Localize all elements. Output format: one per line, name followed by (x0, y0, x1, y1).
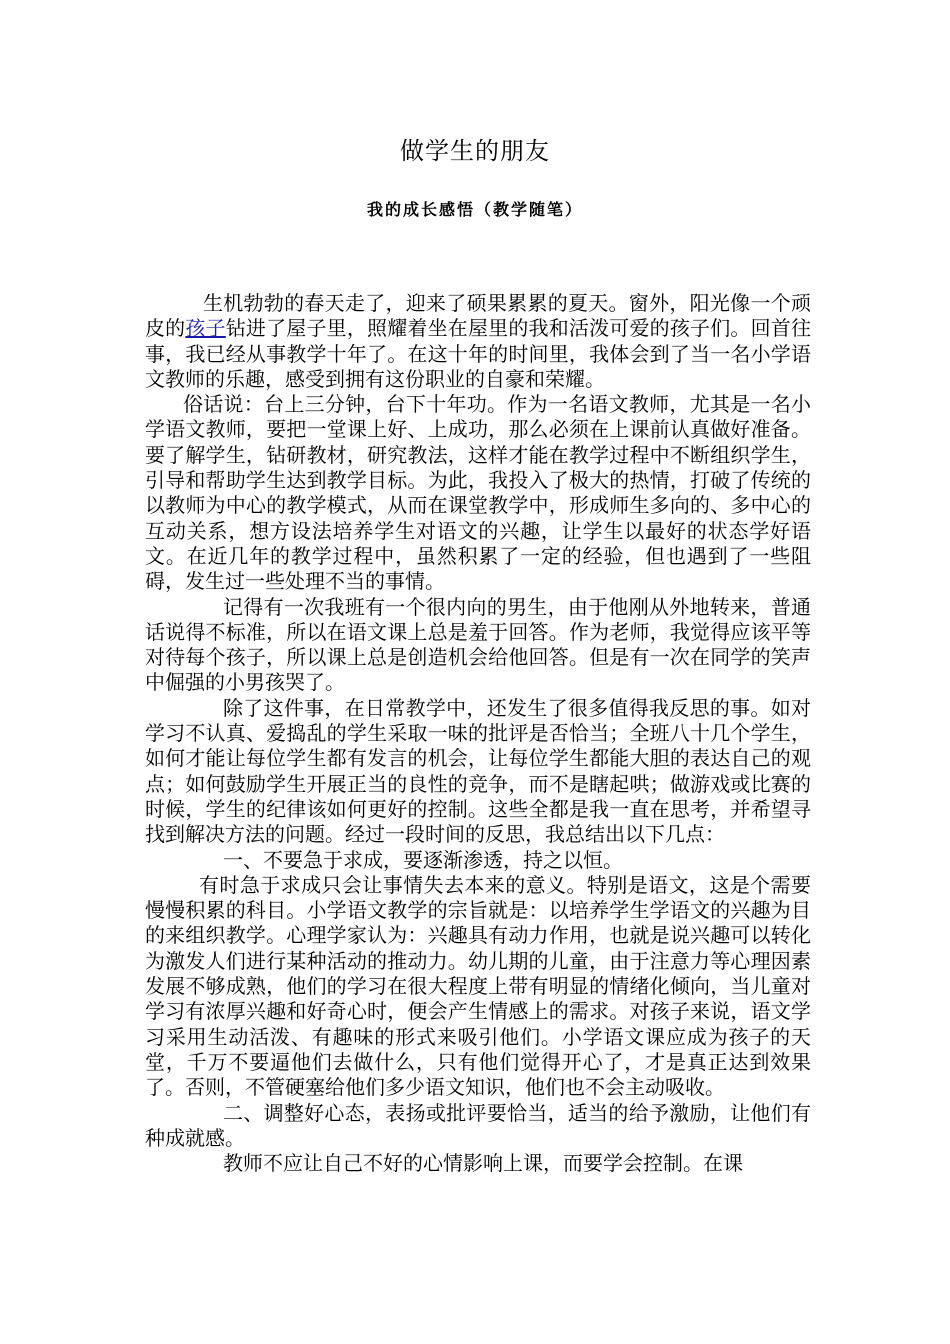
paragraph-8: 教师不应让自己不好的心情影响上课，而要学会控制。在课 (223, 1151, 743, 1176)
paragraph-1-text-start: 生机勃勃的春天走了，迎来了硕果累累的夏天。窗外，阳光像一个顽皮的 (145, 291, 811, 341)
paragraph-4: 除了这件事，在日常教学中，还发生了很多值得我反思的事。如对学习不认真、爱捣乱的学生采取一味的批评是否恰当；全班八十几个学生，如何才能让每位学生都有发言的机会，让每位学生都能大胆的表达自己的观点；如何鼓励学生开展正当的良性的竞争，而不是瞎起哄；做游戏或比赛的时候，学生的纪律该如何更好的控制。这些全都是我一直在思考，并希望寻找到解决方法的问题。经过一段时间的反思，我总结出以下几点： (145, 695, 811, 847)
child-link[interactable]: 孩子 (185, 316, 226, 341)
paragraph-1-text-end: 钻进了屋子里，照耀着坐在屋里的我和活泼可爱的孩子们。回首往事，我已经从事教学十年了。在这十年的时间里，我体会到了当一名小学语文教师的乐趣，感受到拥有这份职业的自豪和荣耀。 (145, 316, 811, 391)
paragraph-2: 俗话说：台上三分钟，台下十年功。作为一名语文教师，尤其是一名小学语文教师，要把一堂课上好、上成功，那么必须在上课前认真做好准备。要了解学生，钻研教材，研究教法，这样才能在教学过程中不断组织学生，引导和帮助学生达到教学目标。为此，我投入了极大的热情，打破了传统的以教师为中心的教学模式，从而在课堂教学中，形成师生多向的、多中心的互动关系，想方设法培养学生对语文的兴趣，让学生以最好的状态学好语文。在近几年的教学过程中，虽然积累了一定的经验，但也遇到了一些阻碍，发生过一些处理不当的事情。 (145, 392, 811, 594)
section-heading-1: 一、不要急于求成，要逐渐渗透，持之以恒。 (223, 847, 623, 872)
paragraph-3: 记得有一次我班有一个很内向的男生，由于他刚从外地转来，普通话说得不标准，所以在语文课上总是羞于回答。作为老师，我觉得应该平等对待每个孩子，所以课上总是创造机会给他回答。但是有一次在同学的笑声中倔强的小男孩哭了。 (145, 594, 811, 695)
paragraph-1 (145, 291, 811, 392)
section-heading-2: 二、调整好心态，表扬或批评要恰当，适当的给予激励，让他们有种成就感。 (145, 1100, 811, 1150)
article-body (145, 291, 811, 1176)
paragraph-6: 有时急于求成只会让事情失去本来的意义。特别是语文，这是个需要慢慢积累的科目。小学语文教学的宗旨就是：以培养学生学语文的兴趣为目的来组织教学。心理学家认为：兴趣具有动力作用，也就是说兴趣可以转化为激发人们进行某种活动的推动力。幼儿期的儿童，由于注意力等心理因素发展不够成熟，他们的学习在很大程度上带有明显的情绪化倾向，当儿童对学习有浓厚兴趣和好奇心时，便会产生情感上的需求。对孩子来说，语文学习采用生动活泼、有趣味的形式来吸引他们。小学语文课应成为孩子的天堂，千万不要逼他们去做什么，只有他们觉得开心了，才是真正达到效果了。否则，不管硬塞给他们多少语文知识，他们也不会主动吸收。 (145, 872, 811, 1100)
document-subtitle: 我的成长感悟（教学随笔） (366, 200, 583, 219)
document-title: 做学生的朋友 (400, 137, 550, 165)
